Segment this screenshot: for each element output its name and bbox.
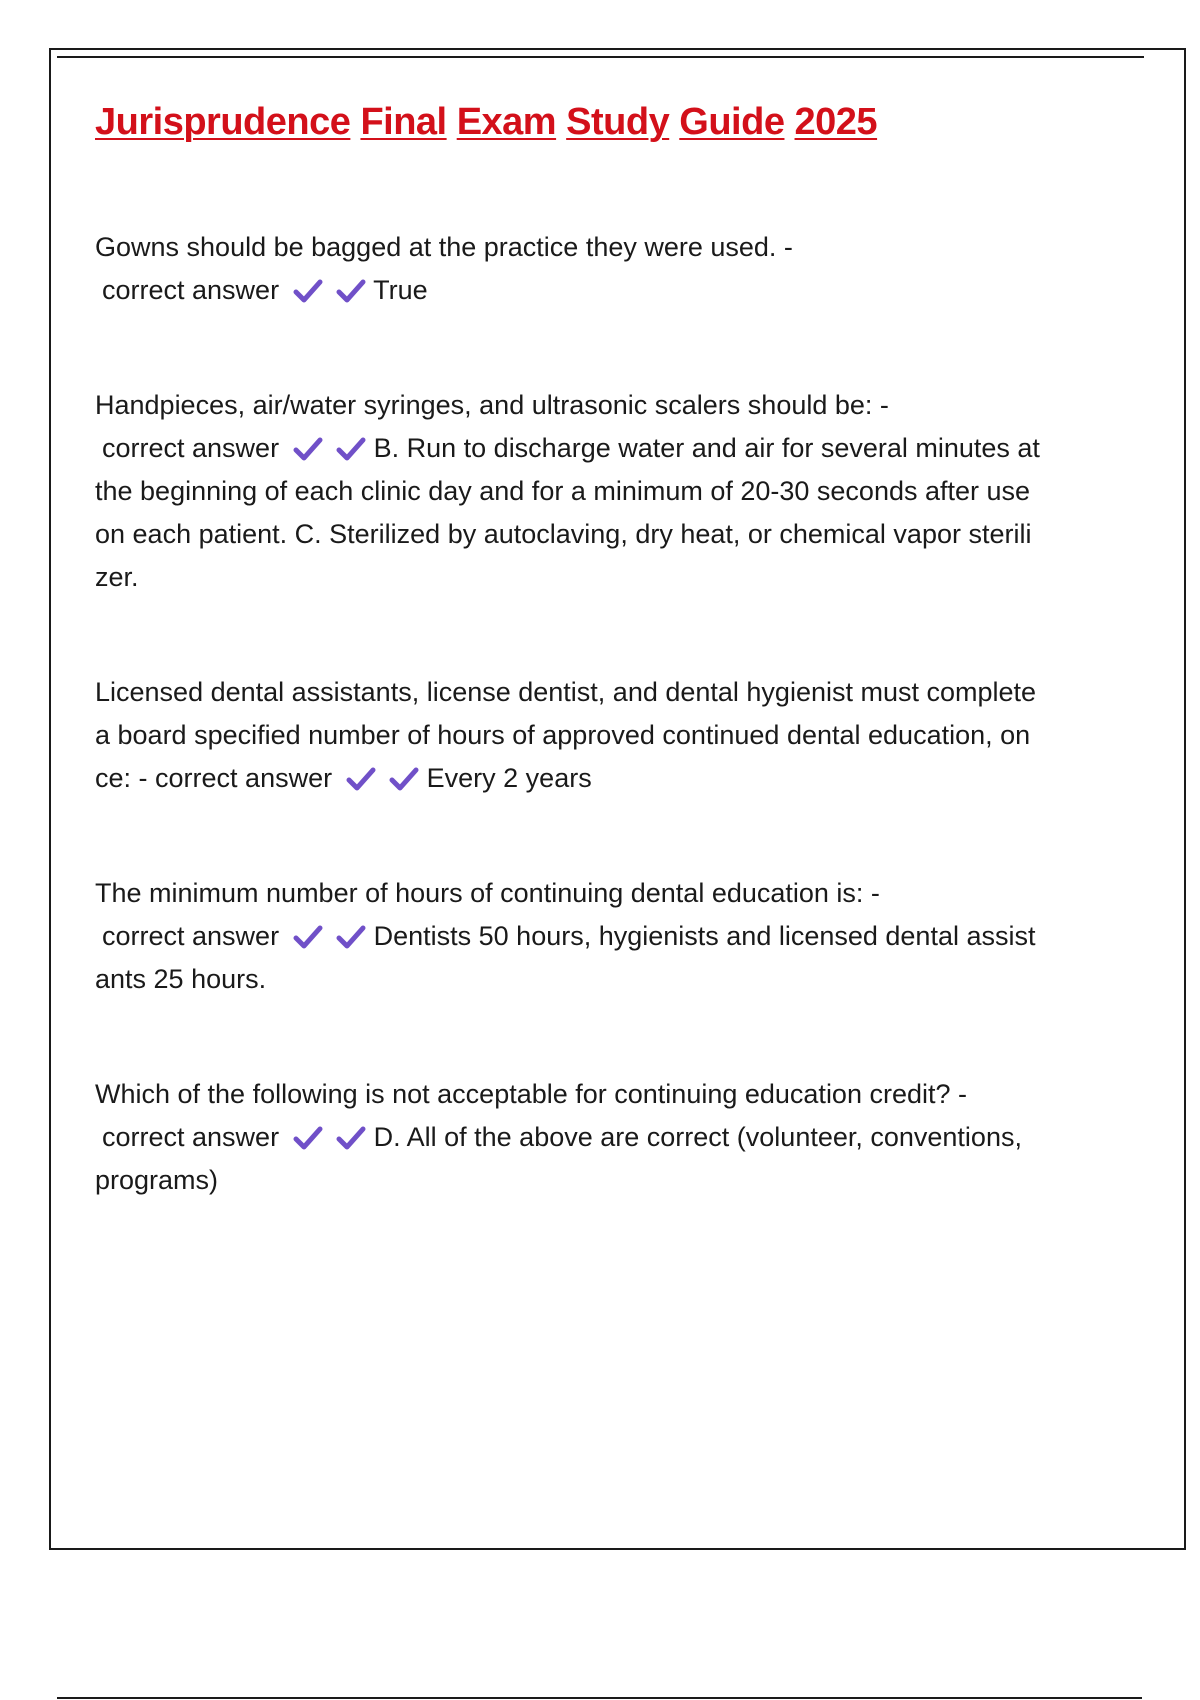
answer-label: correct answer	[155, 762, 333, 793]
answer-label: correct answer	[102, 274, 280, 305]
answer-label: correct answer	[102, 920, 280, 951]
check-icon	[346, 766, 376, 792]
answer-text: True	[373, 274, 428, 305]
check-icon	[336, 924, 366, 950]
check-icon	[293, 924, 323, 950]
check-icon	[293, 436, 323, 462]
check-icon	[336, 278, 366, 304]
qa-item	[95, 1073, 1040, 1202]
answer-line	[95, 433, 1040, 592]
question-text: Gowns should be bagged at the practice they were used. -	[95, 231, 793, 262]
qa-item	[95, 671, 1040, 800]
top-rule	[57, 56, 1144, 58]
title-word: 2025	[794, 101, 878, 143]
qa-list	[95, 226, 1040, 1202]
answer-line	[95, 275, 428, 305]
answer-line	[155, 763, 592, 793]
title-word: Study	[566, 101, 670, 143]
title-word: Exam	[456, 101, 557, 143]
check-icon	[293, 278, 323, 304]
answer-label: correct answer	[102, 432, 280, 463]
question-text: The minimum number of hours of continuing dental education is: -	[95, 877, 880, 908]
answer-text: D. All of the above are correct (volunteer, conventions, programs)	[95, 1121, 1022, 1195]
answer-label: correct answer	[102, 1121, 280, 1152]
answer-text: Every 2 years	[426, 762, 592, 793]
answer-line	[95, 921, 1035, 994]
question-text: Which of the following is not acceptable for continuing education credit? -	[95, 1078, 968, 1109]
question-text: Handpieces, air/water syringes, and ultrasonic scalers should be: -	[95, 389, 889, 420]
next-page-rule	[57, 1697, 1142, 1699]
qa-item	[95, 384, 1040, 599]
check-icon	[389, 766, 419, 792]
question-text: Licensed dental assistants, license dentist, and dental hygienist must complete a board specified number of hours of approved continued dental education, once: -	[95, 676, 1037, 793]
title-word: Guide	[679, 101, 785, 143]
document-title	[95, 100, 1040, 146]
qa-item	[95, 226, 1040, 312]
check-icon	[336, 436, 366, 462]
check-icon	[293, 1125, 323, 1151]
qa-item	[95, 872, 1040, 1001]
title-word: Jurisprudence	[95, 101, 351, 143]
answer-text: B. Run to discharge water and air for several minutes at the beginning of each clinic day and for a minimum of 20-30 seconds after use on each patient. C. Sterilized by autoclaving, dry heat, or chemical vapor sterilizer.	[95, 432, 1040, 592]
answer-text: Dentists 50 hours, hygienists and licensed dental assistants 25 hours.	[95, 920, 1036, 994]
document-content	[95, 100, 1040, 1274]
check-icon	[336, 1125, 366, 1151]
title-word: Final	[360, 101, 447, 143]
answer-line	[95, 1122, 1022, 1195]
